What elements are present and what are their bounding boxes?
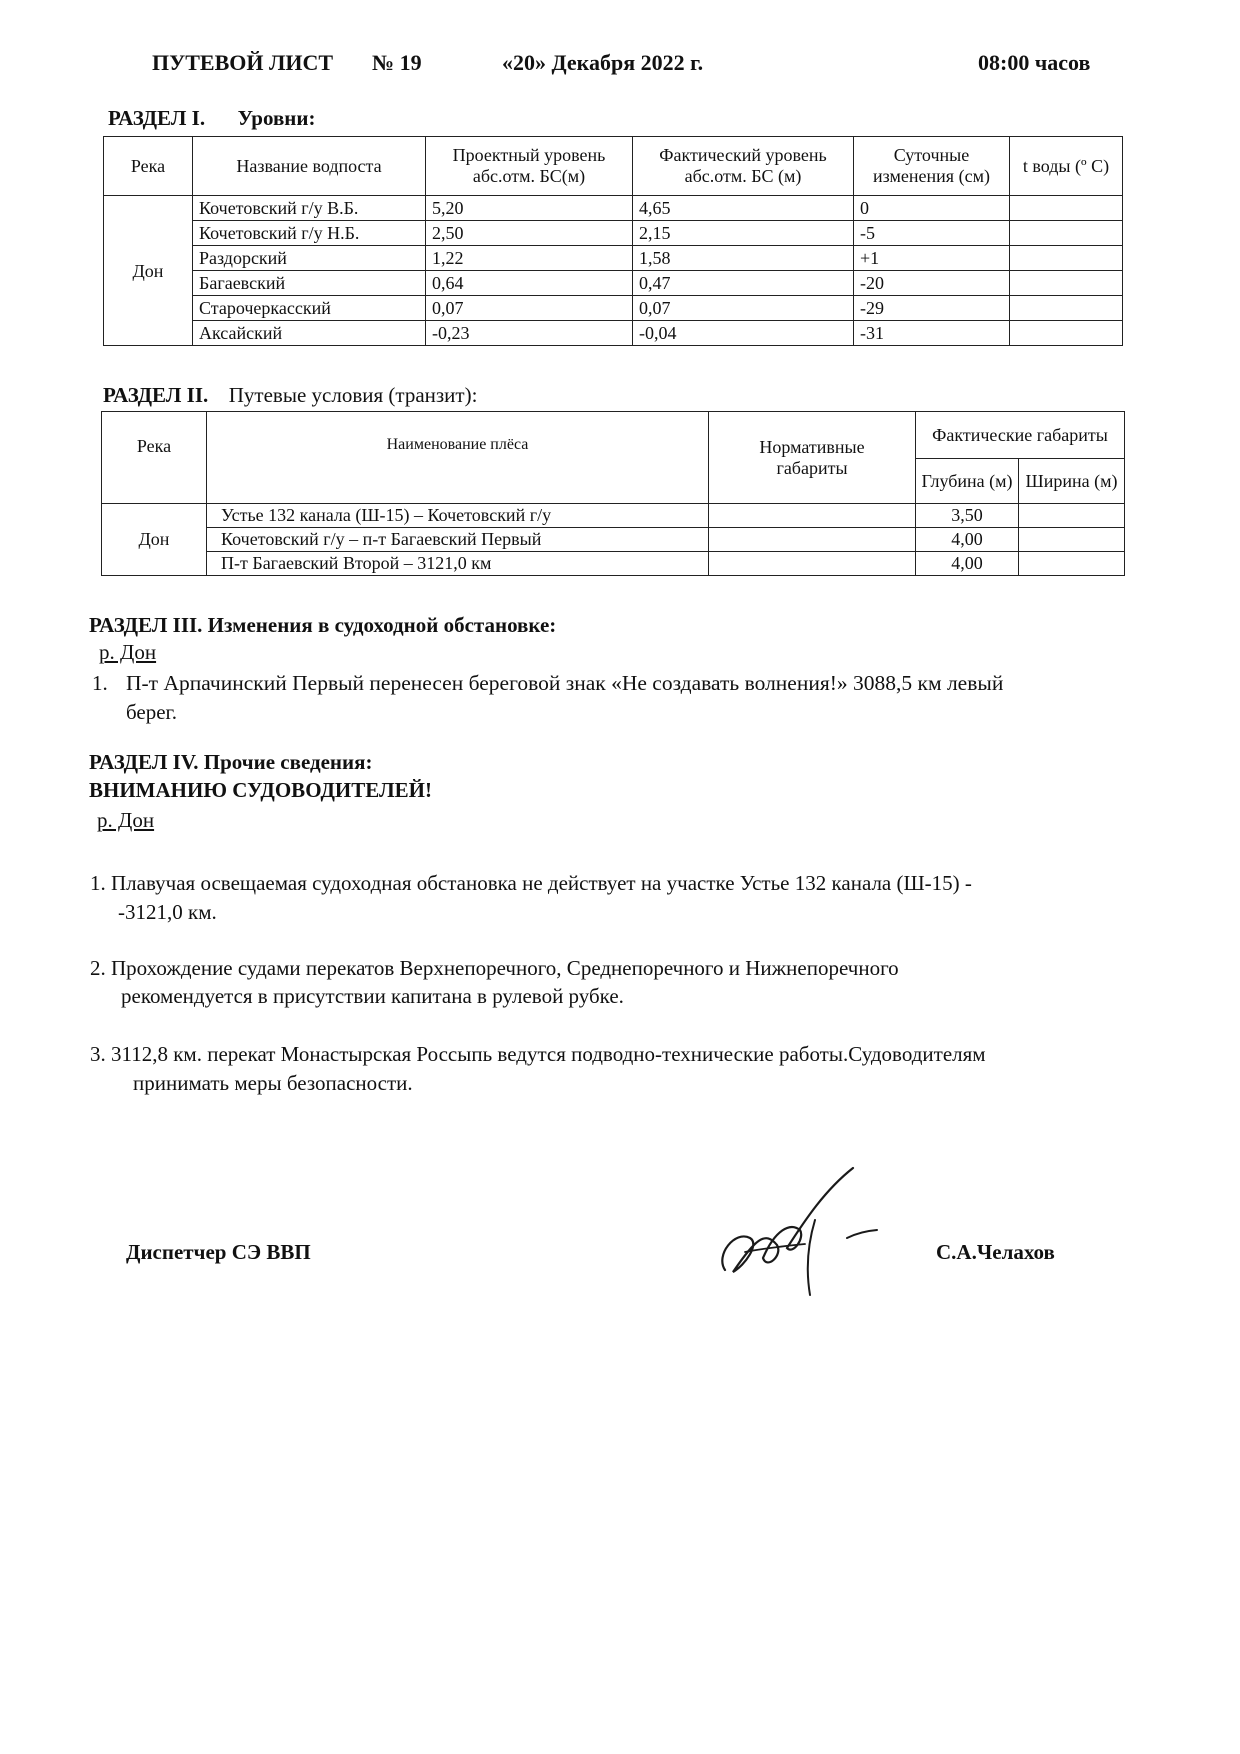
notice-2-line2: рекомендуется в присутствии капитана в рулевой рубке. xyxy=(121,984,624,1008)
design-cell: 0,64 xyxy=(426,271,633,296)
change-cell: -31 xyxy=(854,321,1010,346)
change-cell: -29 xyxy=(854,296,1010,321)
section4-river: р. Дон xyxy=(97,808,155,832)
handwritten-signature xyxy=(705,1160,885,1300)
notice-3-line1: 3. 3112,8 км. перекат Монастырская Россыпь ведутся подводно-технические работы.Судоводителям xyxy=(90,1042,986,1066)
post-cell: Аксайский xyxy=(193,321,426,346)
col-header-reach: Наименование плёса xyxy=(207,412,709,504)
actual-cell: -0,04 xyxy=(633,321,854,346)
river-cell: Дон xyxy=(102,504,207,576)
section1-label: РАЗДЕЛ I. xyxy=(108,106,206,130)
section1-subtitle: Уровни: xyxy=(237,106,316,130)
reach-cell: П-т Багаевский Второй – 3121,0 км xyxy=(207,552,709,576)
normative-cell xyxy=(709,552,916,576)
col-header-design-level: Проектный уровень абс.отм. БС(м) xyxy=(426,137,633,196)
section3-item-line2: берег. xyxy=(126,700,178,724)
table-row xyxy=(104,296,1123,321)
col-header-post: Название водпоста xyxy=(193,137,426,196)
notice-1-line1: 1. Плавучая освещаемая судоходная обстановка не действует на участке Устье 132 канала (Ш-15) - xyxy=(90,871,972,895)
section3-river: р. Дон xyxy=(99,640,157,664)
dispatcher-name: С.А.Челахов xyxy=(936,1240,1055,1264)
table-row xyxy=(104,321,1123,346)
depth-cell: 4,00 xyxy=(916,552,1019,576)
depth-cell: 3,50 xyxy=(916,504,1019,528)
width-cell xyxy=(1019,504,1125,528)
col-header-actual-level: Фактический уровень абс.отм. БС (м) xyxy=(633,137,854,196)
temp-cell xyxy=(1010,196,1123,221)
attention-heading: ВНИМАНИЮ СУДОВОДИТЕЛЕЙ! xyxy=(89,778,432,802)
design-cell: -0,23 xyxy=(426,321,633,346)
design-cell: 1,22 xyxy=(426,246,633,271)
change-cell: -5 xyxy=(854,221,1010,246)
table-row xyxy=(104,271,1123,296)
temp-cell xyxy=(1010,271,1123,296)
section4-title: РАЗДЕЛ IV. Прочие сведения: xyxy=(89,750,373,774)
design-cell: 0,07 xyxy=(426,296,633,321)
section2-title xyxy=(103,383,477,408)
post-cell: Кочетовский г/у Н.Б. xyxy=(193,221,426,246)
table-row xyxy=(102,504,1125,528)
width-cell xyxy=(1019,552,1125,576)
table-row xyxy=(104,221,1123,246)
col-header-water-temp: t воды (º С) xyxy=(1010,137,1123,196)
section1-title xyxy=(108,106,315,131)
col-header-width: Ширина (м) xyxy=(1019,459,1125,504)
notice-3-line2: принимать меры безопасности. xyxy=(133,1071,413,1095)
levels-table xyxy=(103,136,1123,346)
actual-cell: 1,58 xyxy=(633,246,854,271)
post-cell: Багаевский xyxy=(193,271,426,296)
table-header-row xyxy=(102,412,1125,459)
normative-cell xyxy=(709,528,916,552)
col-header-depth: Глубина (м) xyxy=(916,459,1019,504)
change-cell: 0 xyxy=(854,196,1010,221)
depth-cell: 4,00 xyxy=(916,528,1019,552)
actual-cell: 2,15 xyxy=(633,221,854,246)
design-cell: 5,20 xyxy=(426,196,633,221)
col-header-actual: Фактические габариты xyxy=(916,412,1125,459)
section2-subtitle: Путевые условия (транзит): xyxy=(228,383,478,407)
section3-item-number: 1. xyxy=(92,671,108,695)
sheet-date: «20» Декабря 2022 г. xyxy=(502,50,704,75)
change-cell: -20 xyxy=(854,271,1010,296)
col-header-river: Река xyxy=(104,137,193,196)
sheet-time: 08:00 часов xyxy=(978,50,1091,75)
temp-cell xyxy=(1010,321,1123,346)
sheet-number: № 19 xyxy=(372,50,422,75)
temp-cell xyxy=(1010,296,1123,321)
table-row xyxy=(102,528,1125,552)
table-header-row xyxy=(104,137,1123,196)
notice-2-line1: 2. Прохождение судами перекатов Верхнепоречного, Среднепоречного и Нижнепоречного xyxy=(90,956,899,980)
temp-cell xyxy=(1010,221,1123,246)
transit-table xyxy=(101,411,1125,576)
reach-cell: Устье 132 канала (Ш-15) – Кочетовский г/у xyxy=(207,504,709,528)
actual-cell: 0,47 xyxy=(633,271,854,296)
col-header-normative: Нормативные габариты xyxy=(709,412,916,504)
river-cell: Дон xyxy=(104,196,193,346)
normative-cell xyxy=(709,504,916,528)
change-cell: +1 xyxy=(854,246,1010,271)
section2-label: РАЗДЕЛ II. xyxy=(103,383,209,407)
actual-cell: 4,65 xyxy=(633,196,854,221)
document-header xyxy=(0,50,1240,84)
section3-item-line1: П-т Арпачинский Первый перенесен береговой знак «Не создавать волнения!» 3088,5 км левый xyxy=(126,671,1004,695)
temp-cell xyxy=(1010,246,1123,271)
table-row xyxy=(104,196,1123,221)
sheet-label: ПУТЕВОЙ ЛИСТ xyxy=(152,50,334,75)
col-header-river: Река xyxy=(102,412,207,504)
post-cell: Раздорский xyxy=(193,246,426,271)
dispatcher-position: Диспетчер СЭ ВВП xyxy=(126,1240,311,1264)
col-header-daily-change: Суточные изменения (см) xyxy=(854,137,1010,196)
design-cell: 2,50 xyxy=(426,221,633,246)
table-row xyxy=(104,246,1123,271)
post-cell: Старочеркасский xyxy=(193,296,426,321)
table-row xyxy=(102,552,1125,576)
post-cell: Кочетовский г/у В.Б. xyxy=(193,196,426,221)
notice-1-line2: -3121,0 км. xyxy=(118,900,217,924)
section3-title: РАЗДЕЛ III. Изменения в судоходной обстановке: xyxy=(89,613,557,637)
reach-cell: Кочетовский г/у – п-т Багаевский Первый xyxy=(207,528,709,552)
width-cell xyxy=(1019,528,1125,552)
actual-cell: 0,07 xyxy=(633,296,854,321)
